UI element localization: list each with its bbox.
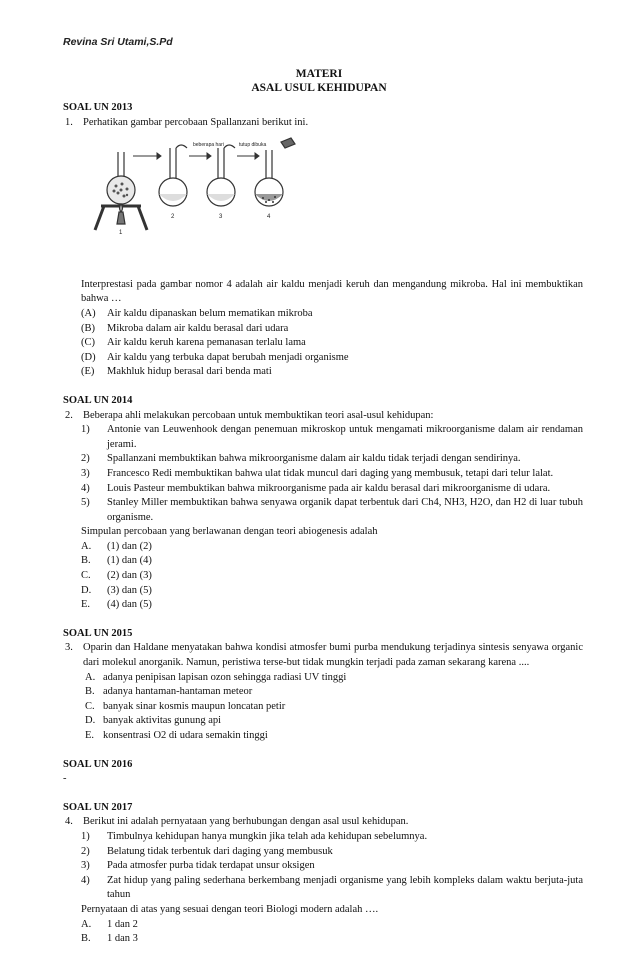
figure-num-2: 2 — [171, 214, 175, 221]
title-materi: MATERI — [295, 68, 343, 80]
option-text: 1 dan 2 — [107, 918, 138, 930]
option-label: D. — [81, 584, 92, 596]
option-c — [81, 569, 583, 584]
option-text: Air kaldu yang terbuka dapat berubah menjadi organisme — [107, 351, 349, 363]
statement-label: 4) — [81, 482, 90, 494]
option-label: C. — [81, 570, 91, 582]
question-text: Perhatikan gambar percobaan Spallanzani berikut ini. — [83, 116, 309, 128]
section-heading-2017: SOAL UN 2017 — [63, 801, 133, 813]
option-a — [81, 918, 583, 933]
option-text: banyak aktivitas gunung api — [103, 715, 222, 727]
statement-text: Stanley Miller membuktikan bahwa senyawa organik dapat terbentuk dari Ch4, NH3, H2O, dan H2 di luar tubuh organisme. — [107, 497, 583, 523]
option-text: 1 dan 3 — [107, 933, 138, 945]
option-text: (1) dan (2) — [107, 540, 152, 552]
question-text: Beberapa ahli melakukan percobaan untuk membuktikan teori asal-usul kehidupan: — [83, 409, 434, 421]
statement-4 — [81, 482, 583, 497]
question-text: Oparin dan Haldane menyatakan bahwa kondisi atmosfer bumi purba mendukung terjadinya sintesis senyawa organic dari molekul anorganik. Namun, peristiwa terse-but tidak mungkin terjadi pada zaman sekarang karena .... — [83, 642, 583, 669]
question-2 — [63, 409, 583, 424]
option-label: B. — [85, 686, 95, 698]
option-b — [81, 932, 583, 947]
option-d — [81, 351, 583, 366]
section-2016-body: - — [63, 773, 67, 785]
question-1-intro: Interprestasi pada gambar nomor 4 adalah air kaldu menjadi keruh dan mengandung mikroba. Hal ini membuktikan bahwa … — [81, 278, 583, 305]
section-heading-2013: SOAL UN 2013 — [63, 102, 133, 113]
option-b — [81, 322, 583, 337]
option-label: A. — [85, 671, 96, 683]
author-header: Revina Sri Utami,S.Pd — [63, 36, 173, 48]
statement-text: Francesco Redi membuktikan bahwa ulat tidak muncul dari daging yang membusuk, tetapi dari telur lalat. — [107, 467, 554, 479]
option-label: (D) — [81, 351, 96, 363]
section-heading-2015: SOAL UN 2015 — [63, 627, 133, 639]
title-topic: ASAL USUL KEHIDUPAN — [251, 82, 387, 94]
flask-1-on-burner — [95, 152, 147, 230]
section-heading-2014: SOAL UN 2014 — [63, 394, 133, 406]
figure-num-3: 3 — [219, 214, 223, 221]
option-text: Air kaldu keruh karena pemanasan terlalu lama — [107, 337, 306, 349]
question-4 — [63, 815, 583, 830]
option-label: (E) — [81, 366, 95, 378]
option-e — [81, 365, 583, 380]
section-heading-2016: SOAL UN 2016 — [63, 758, 133, 770]
question-number: 3. — [65, 642, 73, 654]
statement-label: 3) — [81, 467, 90, 479]
option-text: adanya penipisan lapisan ozon sehingga radiasi UV tinggi — [103, 671, 347, 683]
question-number: 1. — [65, 116, 73, 128]
option-e — [85, 729, 583, 744]
spallanzani-experiment-figure — [81, 134, 301, 234]
statement-5 — [81, 496, 583, 525]
option-text: Air kaldu dipanaskan belum mematikan mikroba — [107, 307, 313, 319]
option-d — [85, 714, 583, 729]
option-a — [81, 307, 583, 322]
question-2-intro: Simpulan percobaan yang berlawanan dengan teori abiogenesis adalah — [81, 526, 378, 538]
option-d — [81, 584, 583, 599]
arrows — [133, 153, 259, 159]
option-label: B. — [81, 555, 91, 567]
option-text: (4) dan (5) — [107, 599, 152, 611]
statement-text: Pada atmosfer purba tidak terdapat unsur oksigen — [107, 860, 315, 872]
option-label: D. — [85, 715, 96, 727]
statement-3 — [81, 859, 583, 874]
question-number: 4. — [65, 816, 73, 828]
option-label: A. — [81, 918, 92, 930]
question-4-intro: Pernyataan di atas yang sesuai dengan teori Biologi modern adalah …. — [81, 903, 379, 915]
statement-label: 2) — [81, 845, 90, 857]
option-label: (A) — [81, 307, 96, 319]
option-a — [81, 540, 583, 555]
statement-label: 5) — [81, 497, 90, 509]
flask-3 — [207, 145, 235, 206]
statement-text: Louis Pasteur membuktikan bahwa mikroorganisme pada air kaldu berasal dari mikroorganisme di udara. — [107, 482, 551, 494]
question-text: Berikut ini adalah pernyataan yang berhubungan dengan asal usul kehidupan. — [83, 816, 409, 828]
statement-label: 3) — [81, 860, 90, 872]
figure-label-tutup-dibuka: tutup dibuka — [239, 142, 267, 149]
option-c — [81, 336, 583, 351]
option-a — [85, 671, 583, 686]
question-1 — [63, 116, 583, 131]
option-text: banyak sinar kosmis maupun loncatan petir — [103, 700, 286, 712]
statement-label: 4) — [81, 874, 90, 886]
statement-label: 1) — [81, 830, 90, 842]
option-label: B. — [81, 933, 91, 945]
option-text: (1) dan (4) — [107, 555, 152, 567]
option-c — [85, 700, 583, 715]
question-3 — [63, 641, 583, 670]
option-text: (2) dan (3) — [107, 570, 152, 582]
option-label: (B) — [81, 322, 95, 334]
question-number: 2. — [65, 409, 73, 421]
figure-num-4: 4 — [267, 214, 271, 221]
figure-label-beberapa-hari: beberapa hari — [193, 142, 224, 149]
statement-2 — [81, 845, 583, 860]
statement-2 — [81, 452, 583, 467]
option-label: E. — [81, 599, 91, 611]
statement-3 — [81, 467, 583, 482]
statement-1 — [81, 830, 583, 845]
statement-label: 2) — [81, 453, 90, 465]
option-text: Makhluk hidup berasal dari benda mati — [107, 366, 272, 378]
statement-1 — [81, 423, 583, 452]
statement-text: Spallanzani membuktikan bahwa mikroorganisme dalam air kaldu tidak terjadi dengan sendirinya. — [107, 453, 521, 465]
option-label: A. — [81, 540, 92, 552]
statement-text: Antonie van Leuwenhook dengan penemuan mikroskop untuk mengamati mikroorganisme dalam air rendaman jerami. — [107, 424, 583, 450]
flask-2 — [159, 145, 187, 206]
option-text: (3) dan (5) — [107, 584, 152, 596]
option-text: Mikroba dalam air kaldu berasal dari udara — [107, 322, 289, 334]
option-e — [81, 598, 583, 613]
option-label: (C) — [81, 337, 95, 349]
document-content — [63, 101, 583, 947]
option-b — [81, 554, 583, 569]
statement-label: 1) — [81, 424, 90, 436]
option-b — [85, 685, 583, 700]
flask-4 — [255, 138, 295, 206]
option-label: C. — [85, 700, 95, 712]
statement-text: Belatung tidak terbentuk dari daging yang membusuk — [107, 845, 333, 857]
option-label: E. — [85, 730, 95, 741]
statement-text: Timbulnya kehidupan hanya mungkin jika telah ada kehidupan sebelumnya. — [107, 830, 428, 842]
option-text: konsentrasi O2 di udara semakin tinggi — [103, 730, 268, 741]
statement-text: Zat hidup yang paling sederhana berkembang menjadi organisme yang lebih kompleks dalam waktu berjuta-juta tahun — [107, 874, 583, 901]
option-text: adanya hantaman-hantaman meteor — [103, 686, 253, 698]
statement-4 — [81, 874, 583, 903]
figure-num-1: 1 — [119, 230, 123, 235]
